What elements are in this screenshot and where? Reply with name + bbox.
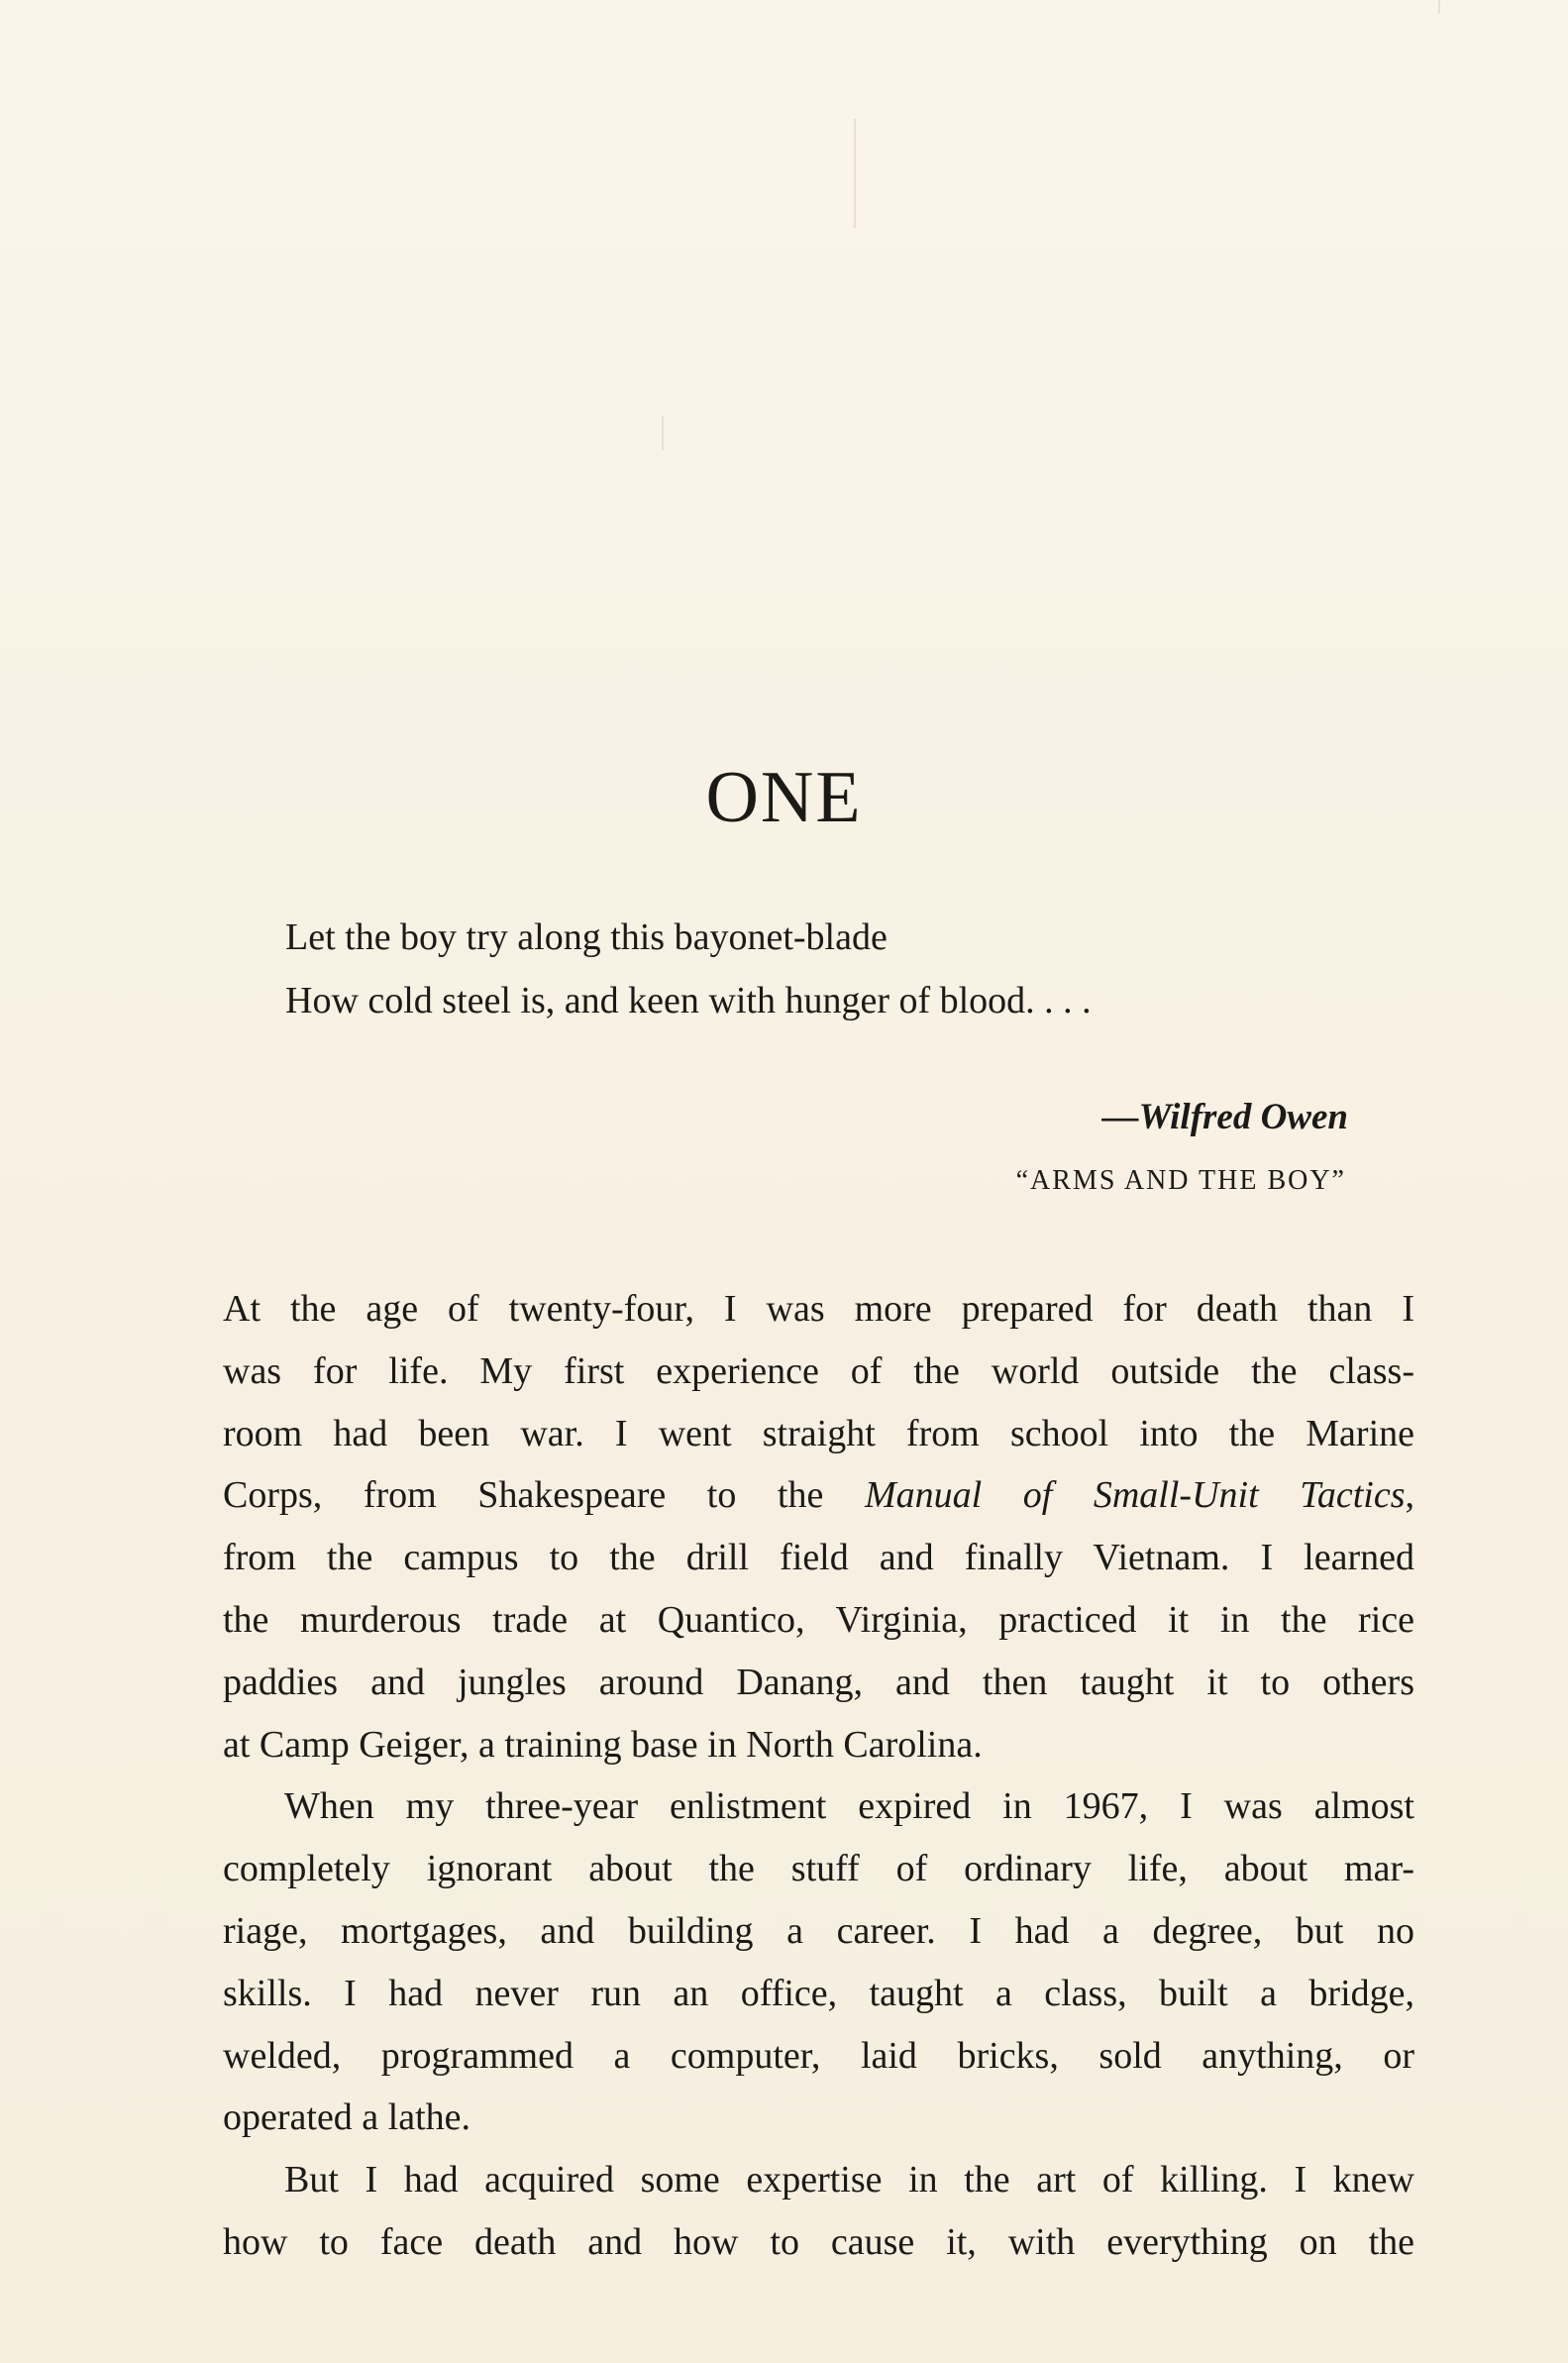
body-line: the murderous trade at Quantico, Virginia, practiced it in the rice xyxy=(223,1598,1414,1641)
body-line: riage, mortgages, and building a career. I had a degree, but no xyxy=(223,1909,1414,1952)
body-line: When my three-year enlistment expired in 1967, I was almost xyxy=(284,1785,1414,1828)
body-text xyxy=(223,1278,1414,2274)
body-line: how to face death and how to cause it, with everything on the xyxy=(223,2220,1414,2263)
body-line-with-italic-title xyxy=(223,1464,1414,1527)
body-line: from the campus to the drill field and finally Vietnam. I learned xyxy=(223,1537,1414,1579)
body-line: completely ignorant about the stuff of ordinary life, about mar- xyxy=(223,1848,1414,1890)
body-line: welded, programmed a computer, laid bricks, sold anything, or xyxy=(223,2034,1414,2077)
chapter-title: ONE xyxy=(705,757,863,838)
body-line: At the age of twenty-four, I was more prepared for death than I xyxy=(223,1288,1414,1330)
book-title-italic: Manual of Small-Unit Tactics xyxy=(864,1474,1406,1517)
scan-mark xyxy=(662,416,664,450)
scan-mark xyxy=(1438,0,1440,14)
scan-mark xyxy=(854,119,856,228)
body-line: was for life. My first experience of the world outside the class- xyxy=(223,1349,1414,1392)
body-line: operated a lathe. xyxy=(223,2096,471,2139)
body-line: But I had acquired some expertise in the art of killing. I knew xyxy=(284,2159,1414,2202)
body-line-text: Corps, from Shakespeare to the xyxy=(223,1474,865,1517)
body-line: room had been war. I went straight from school into the Marine xyxy=(223,1412,1414,1454)
body-line: at Camp Geiger, a training base in North Carolina. xyxy=(223,1723,983,1766)
epigraph-source: “ARMS AND THE BOY” xyxy=(1015,1165,1346,1196)
epigraph-author: —Wilfred Owen xyxy=(1101,1097,1348,1137)
body-line: skills. I had never run an office, taught a class, built a bridge, xyxy=(223,1972,1414,2014)
epigraph-line: How cold steel is, and keen with hunger of blood. . . . xyxy=(285,980,1092,1021)
epigraph xyxy=(285,906,1375,1032)
body-line-text: , xyxy=(1405,1474,1414,1517)
epigraph-line: Let the boy try along this bayonet-blade xyxy=(285,916,888,958)
body-line: paddies and jungles around Danang, and then taught it to others xyxy=(223,1661,1414,1703)
